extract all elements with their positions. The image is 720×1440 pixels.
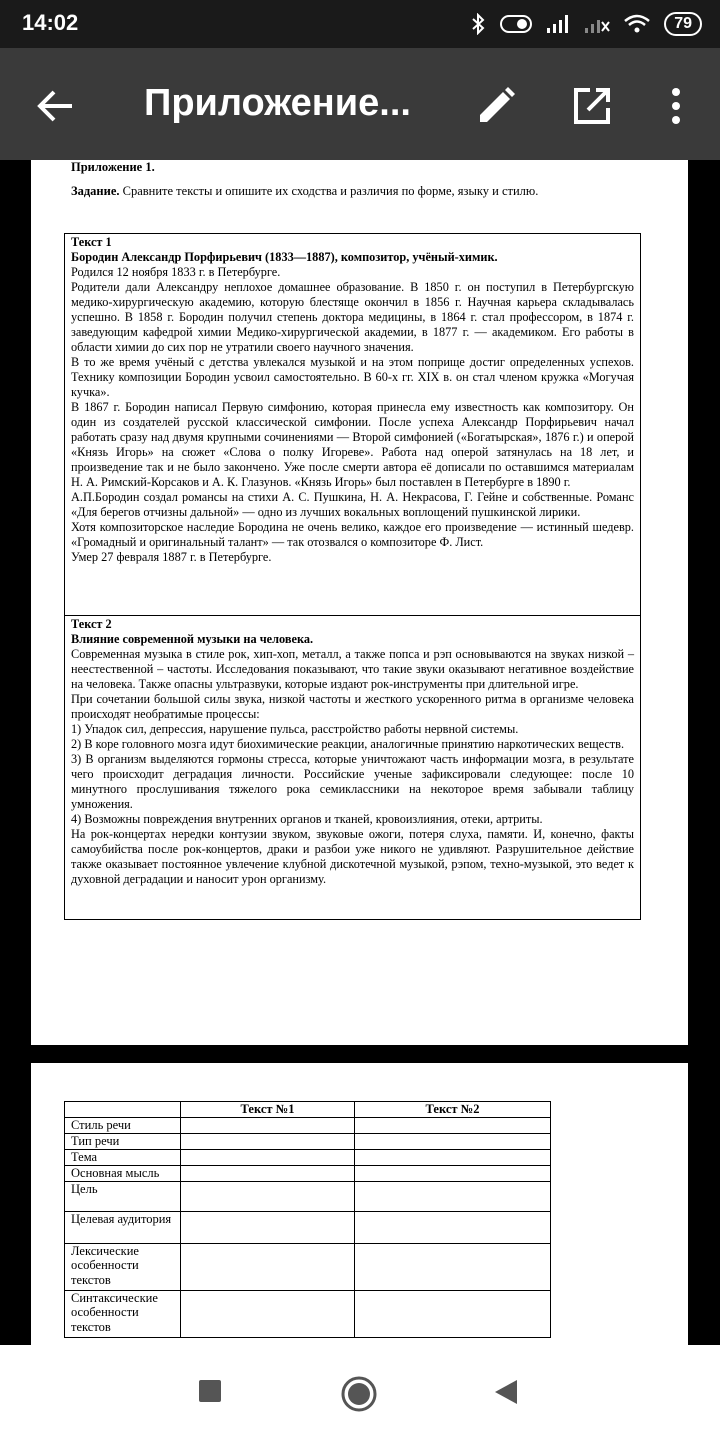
signal-2-icon — [584, 14, 610, 34]
table-cell — [181, 1133, 355, 1149]
nav-recents-icon[interactable] — [197, 1378, 223, 1404]
table-row — [65, 1243, 551, 1290]
wifi-icon — [624, 14, 650, 34]
table-row-label: Целевая аудитория — [65, 1211, 181, 1243]
text-1-title: Бородин Александр Порфирьевич (1833—1887), композитор, учёный-химик. — [71, 250, 498, 264]
table-row-label: Тема — [65, 1149, 181, 1165]
table-header-cell — [65, 1102, 181, 1118]
table-row — [65, 1149, 551, 1165]
table-row-label: Лексические особенности текстов — [65, 1243, 181, 1290]
app-bar — [0, 48, 720, 160]
text-2-paragraph: 4) Возможны повреждения внутренних органов и тканей, кровоизлияния, отеки, артриты. — [71, 812, 543, 826]
table-cell — [181, 1149, 355, 1165]
alarm-toggle-icon — [500, 14, 532, 34]
task-text: Сравните тексты и опишите их сходства и различия по форме, языку и стилю. — [122, 184, 539, 198]
doc-task — [71, 184, 538, 199]
text-1-paragraph: Родители дали Александру неплохое домашнее образование. В 1850 г. он поступил в Петербургскую медико-хирургическую академию, которую блестяще окончил в 1856 г. Научная карьера складывалась успешно. В 1858 г. Бородин получил степень доктора медицины, в 1864 г. стал профессором, в 1874 г. заведующим кафедрой химии Медико-хирургической академии, в 1877 г. — академиком. Его работы в области химии до сих пор не утратили своего научного значения. — [71, 280, 634, 354]
task-label: Задание. — [71, 184, 120, 198]
table-cell — [355, 1133, 551, 1149]
text-2-paragraph: 1) Упадок сил, депрессия, нарушение пульса, расстройство работы нервной системы. — [71, 722, 519, 736]
text-2-label: Текст 2 — [71, 617, 112, 631]
table-header-cell: Текст №1 — [181, 1102, 355, 1118]
text-2-paragraph: При сочетании большой силы звука, низкой частоты и жесткого ускоренного ритма в организме человека происходят необратимые процессы: — [71, 692, 634, 721]
table-row — [65, 1211, 551, 1243]
text-2-title: Влияние современной музыки на человека. — [71, 632, 314, 646]
table-header-row — [65, 1102, 551, 1118]
table-row-label: Синтаксические особенности текстов — [65, 1290, 181, 1337]
table-row-label: Стиль речи — [65, 1117, 181, 1133]
status-time: 14:02 — [22, 10, 79, 35]
table-cell — [355, 1181, 551, 1211]
table-row-label: Тип речи — [65, 1133, 181, 1149]
bluetooth-icon — [470, 13, 486, 35]
text-1-paragraph: Хотя композиторское наследие Бородина не очень велико, каждое его произведение — истинный шедевр. «Громадный и оригинальный талант» — так отозвался о композиторе Ф. Лист. — [71, 520, 634, 549]
doc-heading: Приложение 1. — [71, 160, 155, 174]
system-nav-bar — [0, 1345, 720, 1440]
table-cell — [181, 1181, 355, 1211]
table-row — [65, 1290, 551, 1337]
status-bar — [0, 0, 720, 48]
table-header-cell: Текст №2 — [355, 1102, 551, 1118]
document-page-2[interactable] — [31, 1063, 688, 1345]
comparison-table — [64, 1101, 551, 1338]
back-arrow-icon[interactable] — [36, 86, 76, 126]
text-2-paragraph: 2) В коре головного мозга идут биохимические реакции, аналогичные принятию наркотических веществ. — [71, 737, 625, 751]
table-row — [65, 1181, 551, 1211]
text-2-paragraph: На рок-концертах нередки контузии звуком, звуковые ожоги, потеря слуха, памяти. И, конечно, факты самоубийства после рок-концертов, драки и разбои уже никого не удивляют. Разрушительное действие также оказывает постоянное увлечение клубной дискотечной музыкой, рэпом, техно-музыкой, это ведет к духовной деградации и наносит урон организму. — [71, 827, 634, 886]
table-row — [65, 1117, 551, 1133]
table-cell — [181, 1290, 355, 1337]
text-1-paragraph: В то же время учёный с детства увлекался музыкой и на этом поприще достиг определенных успехов. Технику композиции Бородин усвоил самостоятельно. В 60-х гг. XIX в. он стал членом кружка «Могучая кучка». — [71, 355, 634, 399]
table-cell — [355, 1243, 551, 1290]
document-title: Приложение... — [144, 82, 411, 124]
text-1-paragraph: В 1867 г. Бородин написал Первую симфонию, которая принесла ему известность как композитору. Он один из создателей русской классической симфонии. После успеха Александр Порфирьевич начал работать сразу над двумя крупными сочинениями — Второй симфонией («Богатырская», 1876 г.) и оперой «Князь Игорь» на сюжет «Слова о полку Игореве». Работа над оперой затянулась на 18 лет, и произведение так и не было закончено. Уже после смерти автора её дописали по оставшимся материалам Н. А. Римский-Корсаков и А. К. Глазунов. «Князь Игорь» был поставлен в Петербурге в 1890 г. — [71, 400, 634, 489]
table-row — [65, 1133, 551, 1149]
table-cell — [181, 1243, 355, 1290]
table-cell — [355, 1211, 551, 1243]
text-2-box — [64, 615, 641, 920]
battery-icon: 79 — [664, 12, 702, 36]
status-icons — [470, 10, 702, 38]
table-row — [65, 1165, 551, 1181]
nav-back-icon[interactable] — [493, 1378, 519, 1406]
table-cell — [355, 1165, 551, 1181]
table-cell — [355, 1149, 551, 1165]
table-row-label: Основная мысль — [65, 1165, 181, 1181]
text-1-paragraph: Родился 12 ноября 1833 г. в Петербурге. — [71, 265, 281, 279]
text-1-box — [64, 233, 641, 616]
table-row-label: Цель — [65, 1181, 181, 1211]
table-cell — [355, 1290, 551, 1337]
nav-home-icon[interactable] — [340, 1375, 378, 1413]
more-vert-icon[interactable] — [660, 84, 692, 128]
edit-pencil-icon[interactable] — [474, 84, 518, 128]
table-cell — [355, 1117, 551, 1133]
signal-icon — [546, 14, 570, 34]
open-external-icon[interactable] — [570, 84, 614, 128]
text-1-label: Текст 1 — [71, 235, 112, 249]
table-cell — [181, 1211, 355, 1243]
table-cell — [181, 1117, 355, 1133]
document-page-1[interactable] — [31, 160, 688, 1045]
table-cell — [181, 1165, 355, 1181]
text-2-paragraph: Современная музыка в стиле рок, хип-хоп, металл, а также попса и рэп основываются на звуках низкой – неестественной – частоты. Исследования показывают, что такие звуки оказывают негативное воздействие на человека. Также опасны ультразвуки, которые издают рок-инструменты при длительной игре. — [71, 647, 634, 691]
text-2-paragraph: 3) В организм выделяются гормоны стресса, которые уничтожают часть информации мозга, в результате чего происходит деградация личности. Российские ученые зафиксировали следующее: после 10 минутного прослушивания тяжелого рока семиклассники на некоторое время забывали таблицу умножения. — [71, 752, 634, 811]
text-1-paragraph: Умер 27 февраля 1887 г. в Петербурге. — [71, 550, 272, 564]
text-1-paragraph: А.П.Бородин создал романсы на стихи А. С. Пушкина, Н. А. Некрасова, Г. Гейне и собственные. Романс «Для берегов отчизны дальной» — одно из лучших вокальных воплощений пушкинской лирики. — [71, 490, 634, 519]
